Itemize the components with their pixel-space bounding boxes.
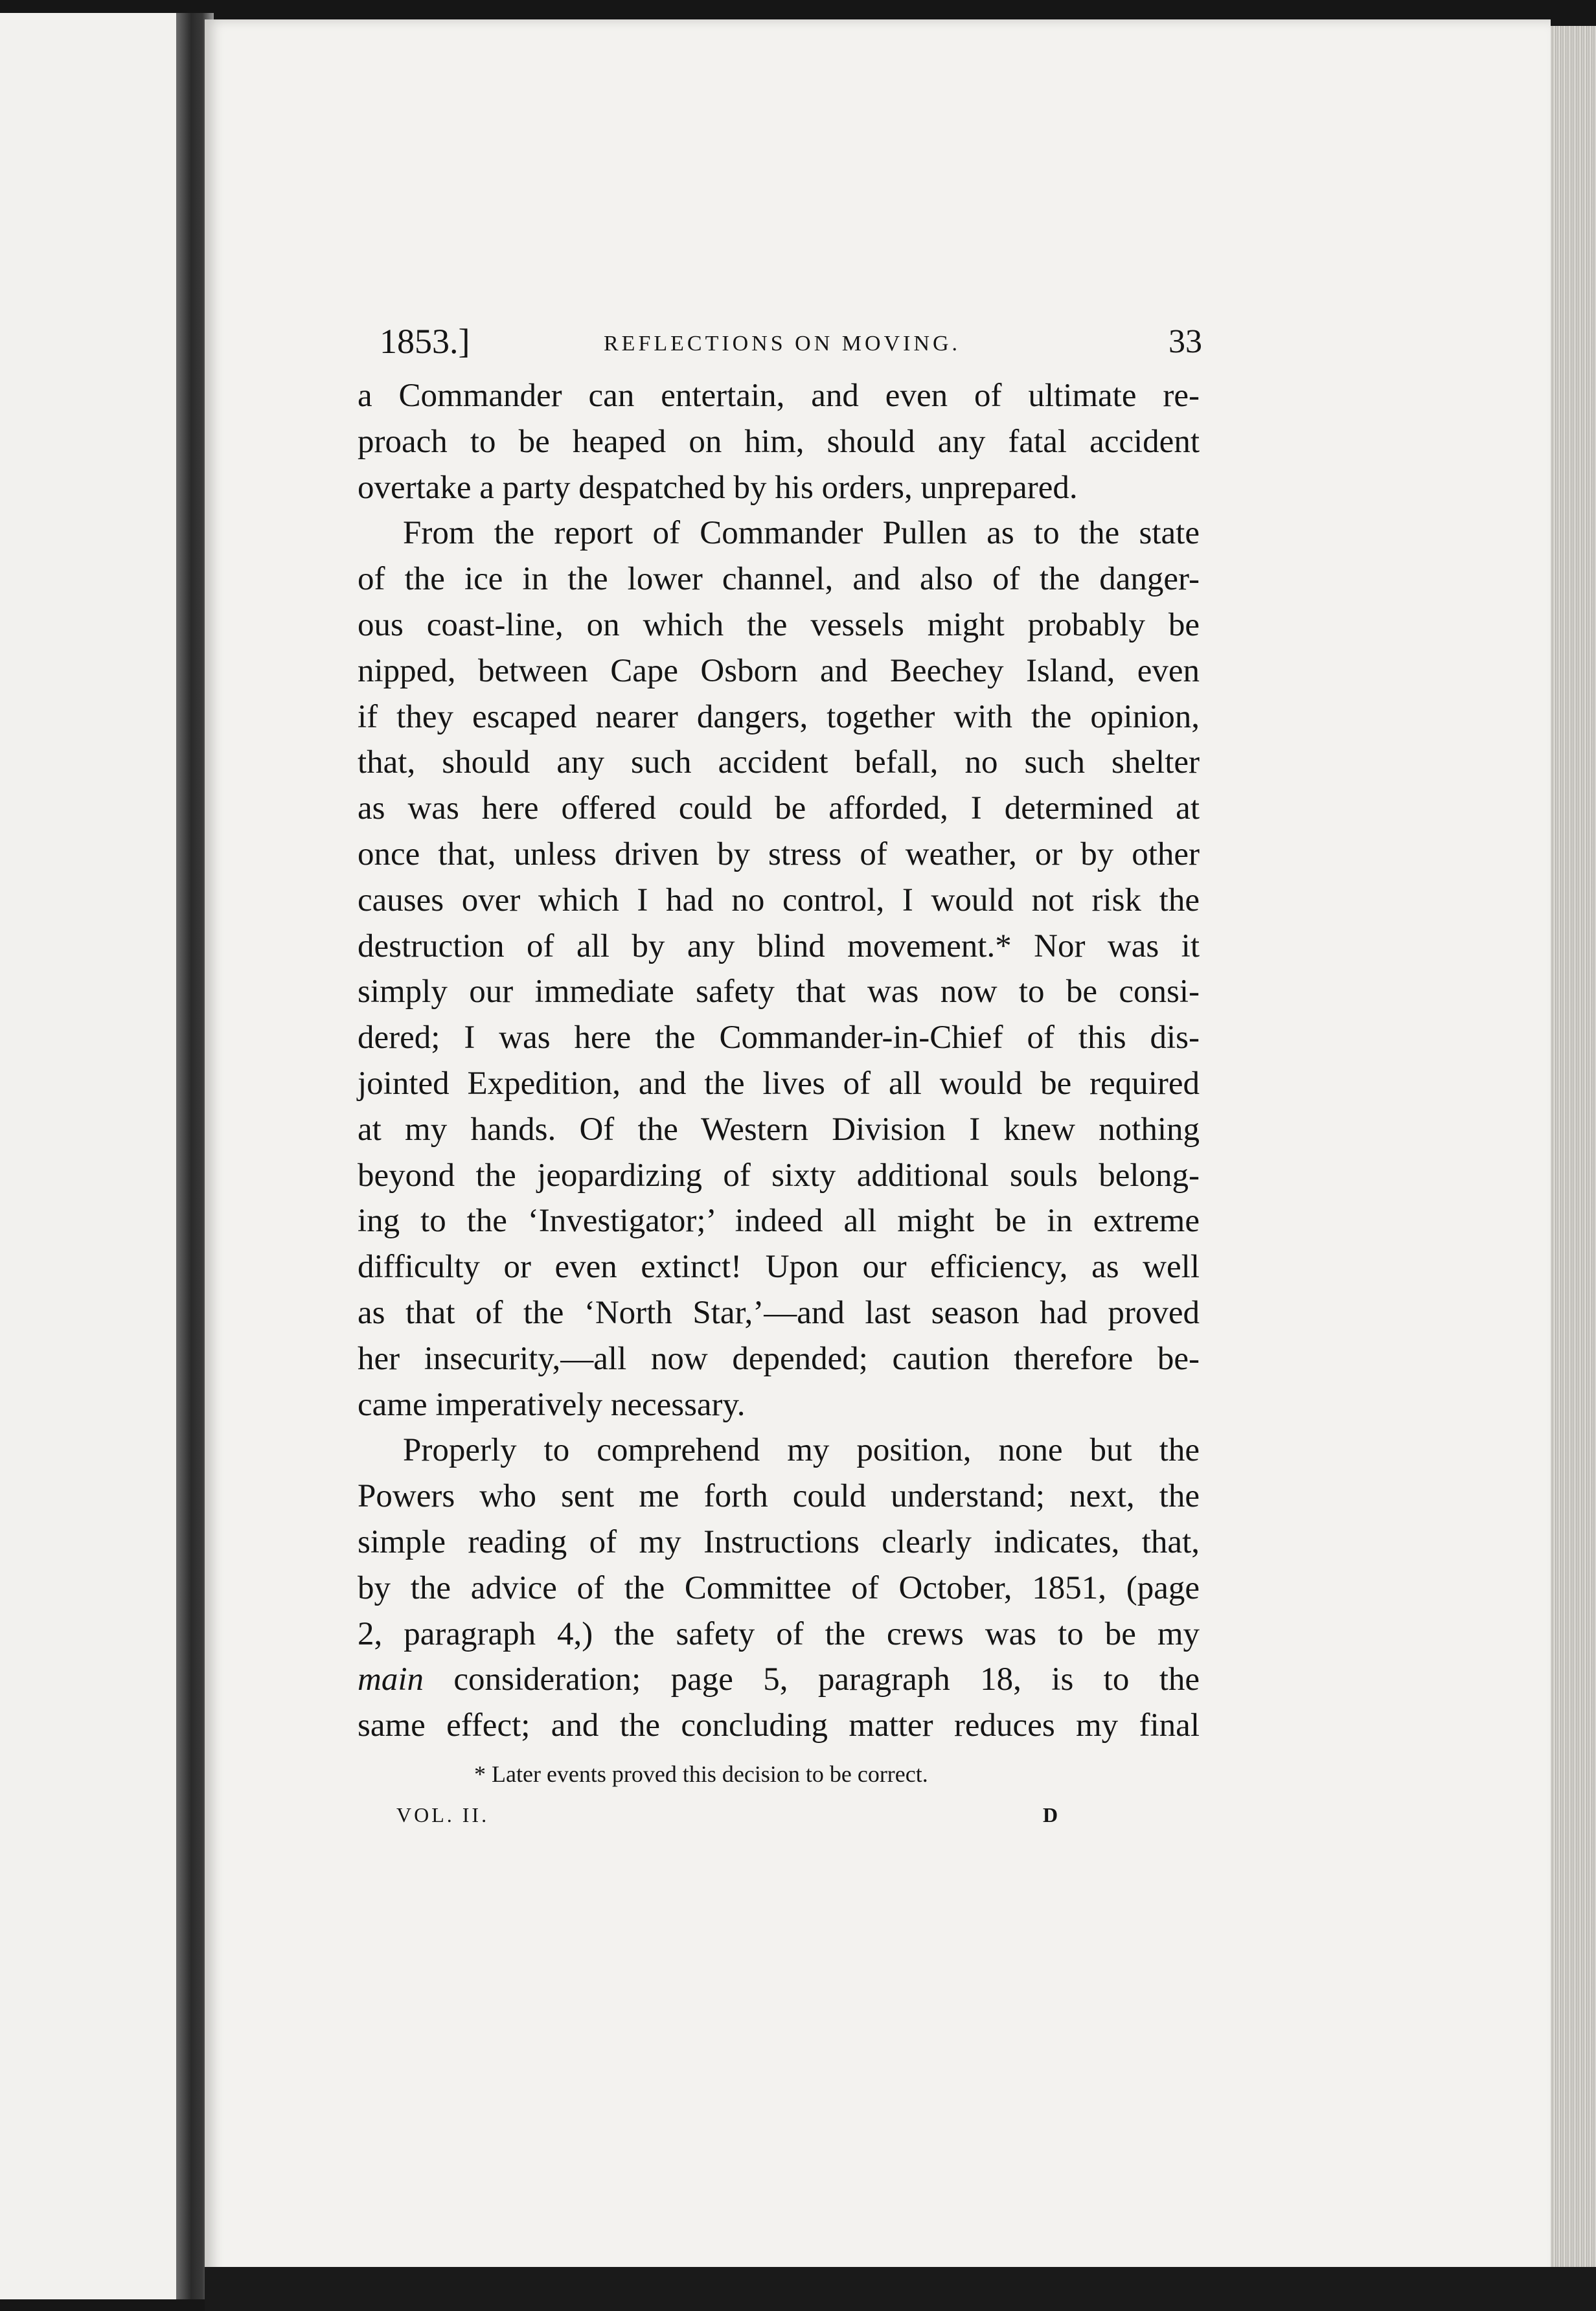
left-blank-page — [0, 13, 185, 2299]
text-line: if they escaped nearer dangers, together with the opinion, — [358, 698, 1200, 735]
text-line: dered; I was here the Commander-in-Chief of this dis- — [358, 1019, 1200, 1056]
volume-label: VOL. II. — [396, 1803, 490, 1827]
body-text — [358, 373, 1200, 1749]
text-line: beyond the jeopardizing of sixty additional souls belong- — [358, 1157, 1200, 1194]
text-line: at my hands. Of the Western Division I knew nothing — [358, 1111, 1200, 1148]
bottom-edge-shadow — [205, 2267, 1596, 2311]
text-line: ous coast-line, on which the vessels might probably be — [358, 606, 1200, 643]
header-year: 1853.] — [380, 322, 470, 361]
text-line: causes over which I had no control, I would not risk the — [358, 882, 1200, 918]
text-line: simple reading of my Instructions clearly indicates, that, — [358, 1523, 1200, 1560]
page-text-block — [358, 321, 1200, 1839]
text-line: came imperatively necessary. — [358, 1386, 746, 1423]
text-line-rest: consideration; page 5, paragraph 18, is to the — [424, 1661, 1200, 1698]
text-line: 2, paragraph 4,) the safety of the crews was to be my — [358, 1615, 1200, 1652]
text-line — [358, 1657, 1200, 1703]
page-number: 33 — [1168, 323, 1202, 360]
text-line: of the ice in the lower channel, and also of the danger- — [358, 561, 1200, 598]
text-line: as was here offered could be afforded, I determined at — [358, 790, 1200, 827]
text-line: jointed Expedition, and the lives of all would be required — [358, 1065, 1200, 1102]
text-line: same effect; and the concluding matter reduces my final — [358, 1707, 1200, 1744]
running-head — [358, 321, 1200, 373]
footnote: * Later events proved this decision to be correct. — [474, 1760, 928, 1787]
page-edges — [1551, 26, 1596, 2280]
text-line: a Commander can entertain, and even of ultimate re- — [358, 378, 1200, 414]
text-line: that, should any such accident befall, no such shelter — [358, 744, 1200, 781]
text-line: her insecurity,—all now depended; caution therefore be- — [358, 1340, 1200, 1377]
text-line: ing to the ‘Investigator;’ indeed all might be in extreme — [358, 1203, 1200, 1240]
text-line: simply our immediate safety that was now to be consi- — [358, 973, 1200, 1010]
header-title: REFLECTIONS ON MOVING. — [604, 332, 961, 356]
text-line: once that, unless driven by stress of weather, or by other — [358, 836, 1200, 872]
signature-row — [358, 1801, 1200, 1839]
text-line: destruction of all by any blind movement.* Nor was it — [358, 928, 1200, 964]
text-line: From the report of Commander Pullen as to the state — [403, 515, 1200, 552]
text-line: proach to be heaped on him, should any fatal accident — [358, 423, 1200, 460]
signature-mark: D — [1043, 1803, 1061, 1827]
text-line: as that of the ‘North Star,’—and last season had proved — [358, 1294, 1200, 1331]
text-line: difficulty or even extinct! Upon our efficiency, as well — [358, 1249, 1200, 1286]
text-line: Properly to comprehend my position, none but the — [403, 1432, 1200, 1469]
text-line: nipped, between Cape Osborn and Beechey Island, even — [358, 652, 1200, 689]
italic-word: main — [358, 1661, 424, 1698]
text-line: Powers who sent me forth could understand; next, the — [358, 1478, 1200, 1515]
text-line: overtake a party despatched by his orders, unprepared. — [358, 469, 1078, 506]
text-line: by the advice of the Committee of October, 1851, (page — [358, 1569, 1200, 1606]
